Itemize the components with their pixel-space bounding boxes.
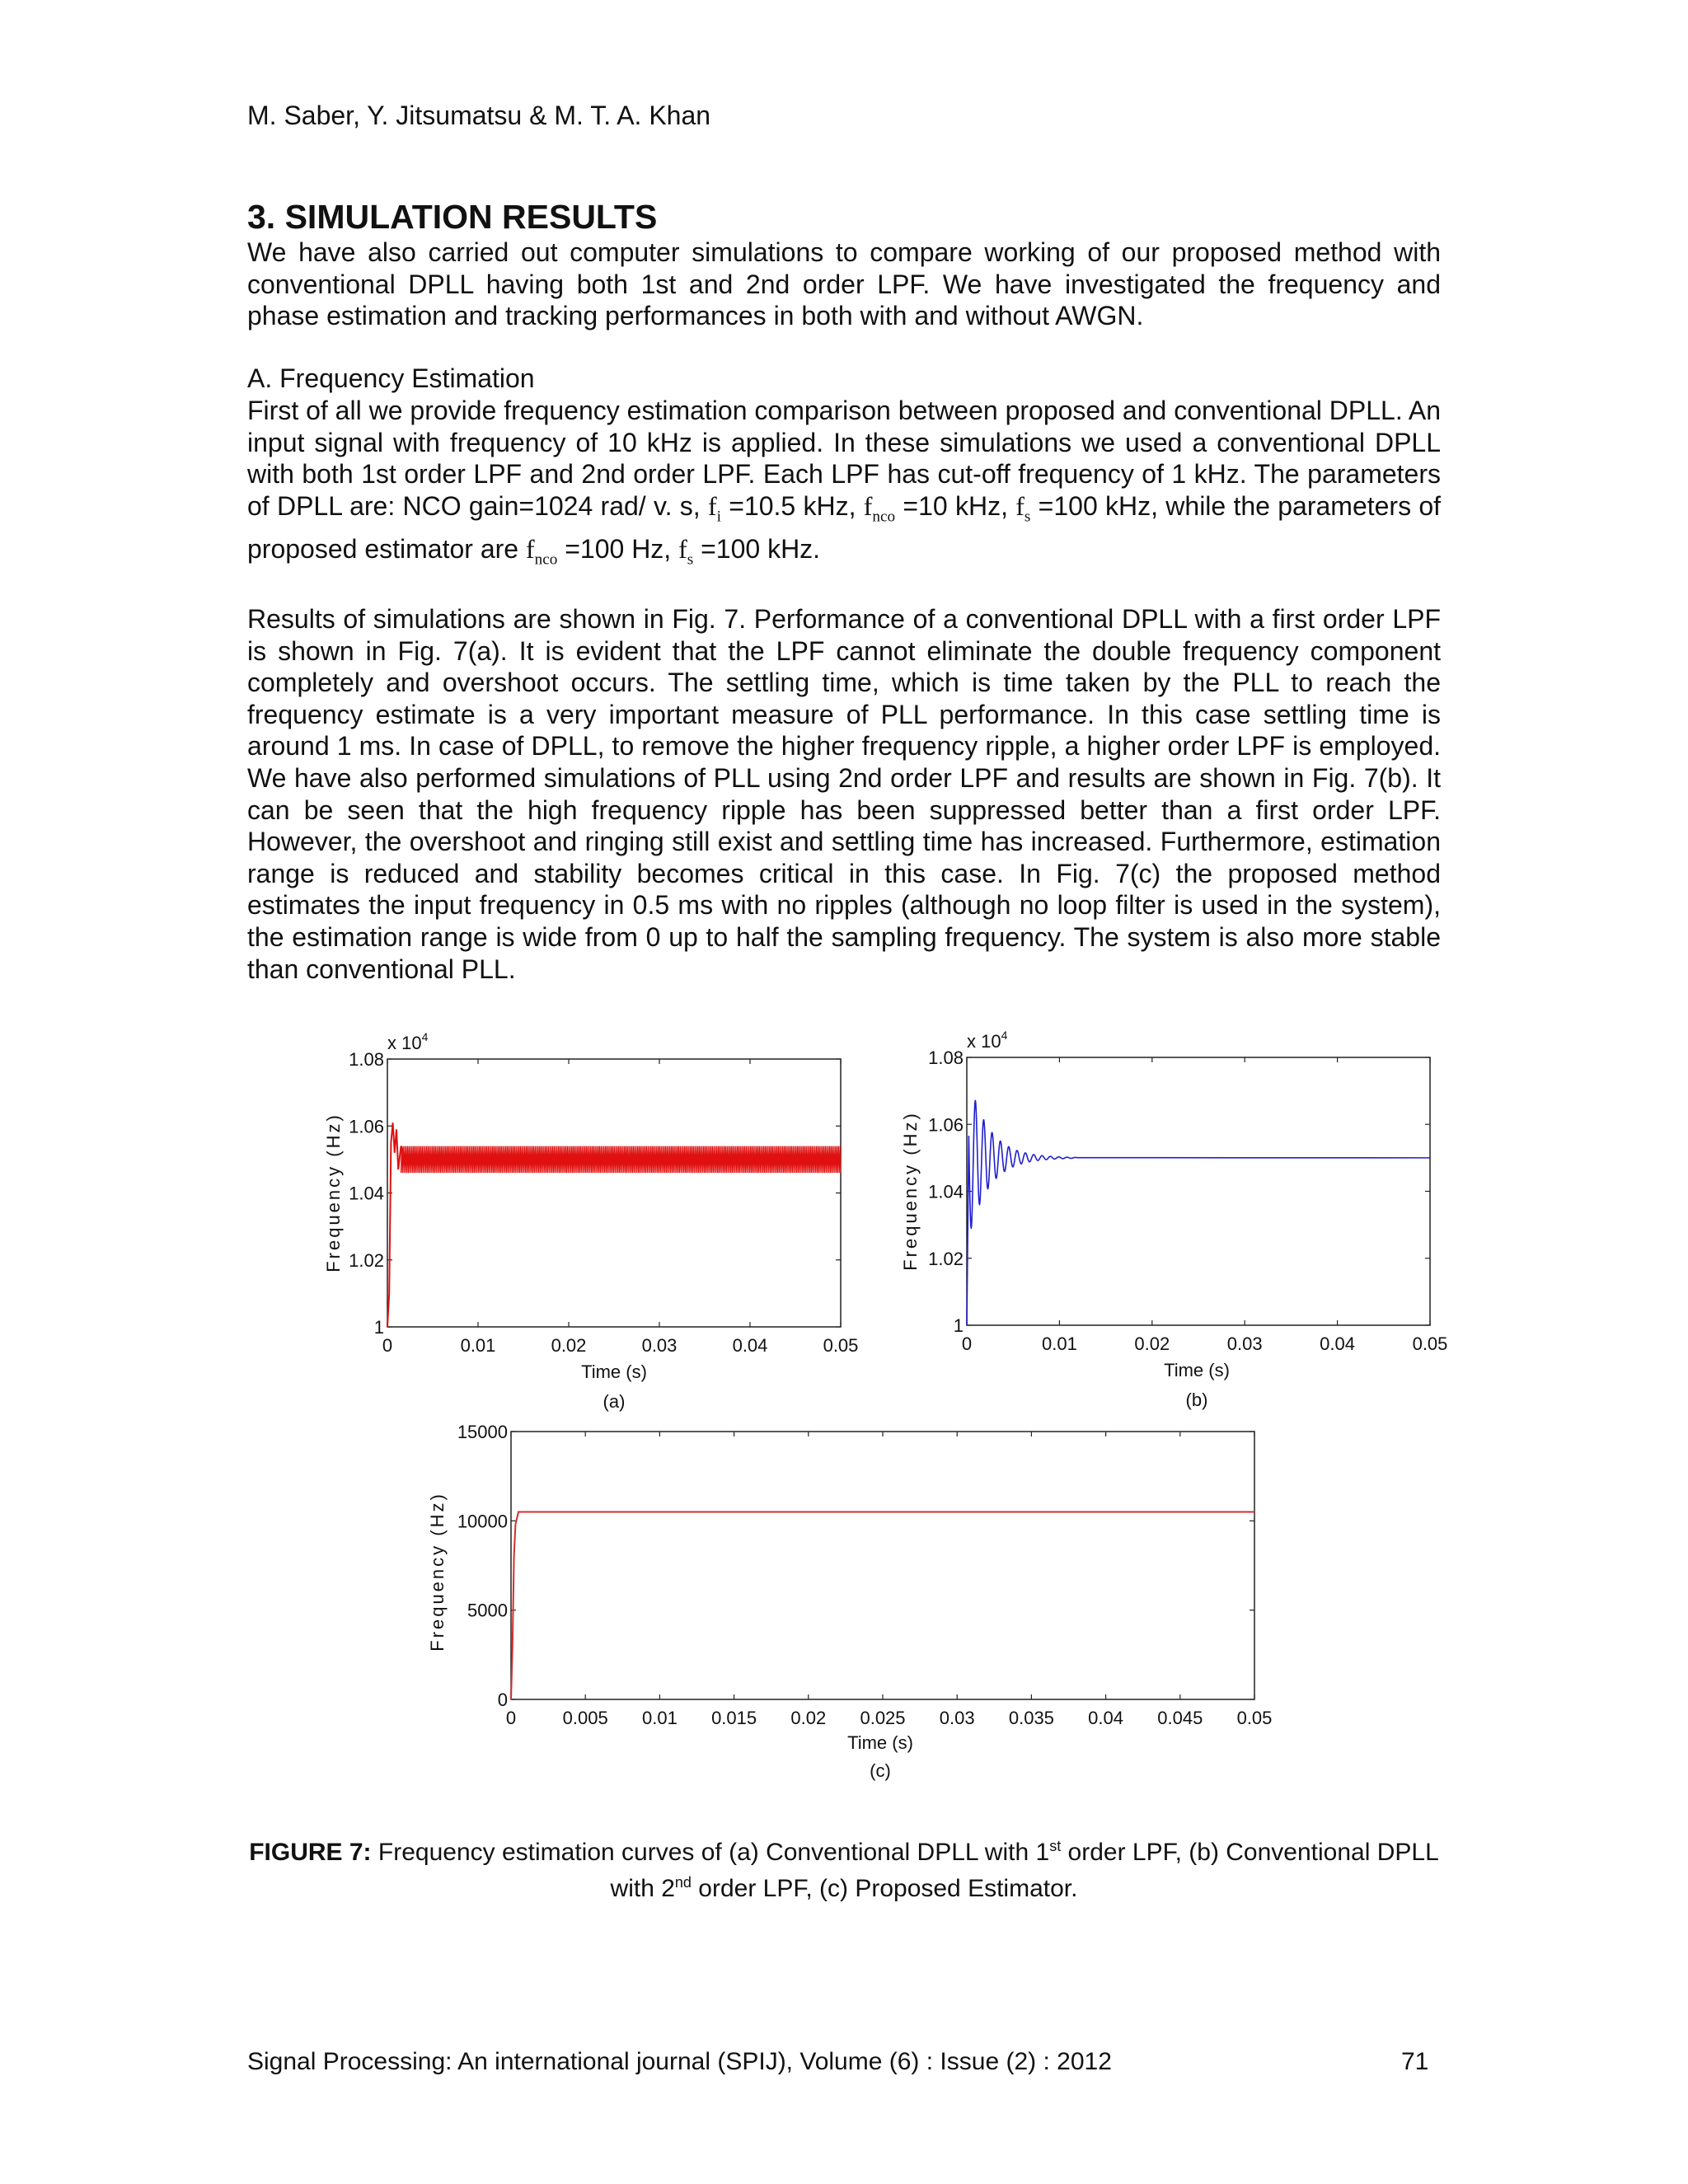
chart-c-xtick-label: 0.02 [790, 1708, 827, 1728]
chart-c [427, 1422, 1272, 1781]
subsection-heading: A. Frequency Estimation [247, 363, 535, 393]
chart-c-xtick-label: 0.05 [1236, 1708, 1273, 1728]
footer-journal: Signal Processing: An international journal (SPIJ), Volume (6) : Issue (2) : 2012 [247, 2048, 1112, 2075]
chart-b-xtick-label: 0.02 [1134, 1333, 1170, 1354]
chart-a-xtick-label: 0.04 [732, 1335, 768, 1356]
chart-a-ylabel: Frequency (Hz) [323, 1113, 344, 1272]
page-number: 71 [1401, 2048, 1429, 2075]
chart-c-ytick-label: 10000 [457, 1511, 508, 1532]
chart-a-xtick-label: 0.01 [460, 1335, 496, 1356]
chart-c-sublabel: (c) [870, 1760, 891, 1781]
chart-a-xlabel: Time (s) [581, 1361, 647, 1382]
chart-a-xtick-label: 0.02 [551, 1335, 587, 1356]
paragraph-frequency-estimation: First of all we provide frequency estimation comparison between proposed and conventional DPLL. An input signal with frequency of 10 kHz is applied. In these simulations we used a conventional DPLL with both 1st order LPF and 2nd order LPF. Each LPF has cut-off frequency of 1 kHz. The parameters of DPLL are: NCO gain=1024 rad/ v. s, $f_i =10.5$ kHz, $f_{nco} =10$ kHz, $f_s =100$ kHz, while the parameters of proposed estimator are $f_{nco} =100$ Hz, $f_s =100$ kHz. [247, 396, 1442, 569]
chart-a-frame [387, 1059, 841, 1327]
symbol-fi: $f_i$ [707, 490, 721, 526]
chart-b-ytick-label: 1.06 [928, 1114, 964, 1136]
chart-a-ytick-label: 1 [373, 1317, 384, 1338]
chart-a-xtick-label: 0.05 [823, 1335, 859, 1356]
chart-c-xtick-label: 0 [505, 1708, 517, 1728]
chart-a-ytick-label: 1.02 [349, 1249, 384, 1271]
symbol-fnco: $f_{nco}$ [863, 490, 896, 526]
chart-c-xlabel: Time (s) [847, 1732, 913, 1753]
chart-c-ytick-label: 15000 [457, 1422, 508, 1442]
chart-a-xtick-label: 0.03 [641, 1335, 678, 1356]
chart-b-multiplier: x $10^4$ [967, 1029, 1008, 1052]
chart-b-xtick-label: 0 [961, 1333, 973, 1354]
symbol-fnco: $f_{nco}$ [525, 533, 558, 569]
chart-b-xtick-label: 0.05 [1412, 1333, 1448, 1354]
chart-c-xtick-label: 0.015 [711, 1708, 757, 1728]
figure-caption: FIGURE 7: Frequency estimation curves of (a) Conventional DPLL with 1st order LPF, (b) Conventional DPLL with 2nd order LPF, (c) Proposed Estimator. [249, 1838, 1439, 1902]
chart-b-ylabel: Frequency (Hz) [900, 1111, 921, 1271]
chart-a-ytick-label: 1.06 [349, 1116, 384, 1137]
chart-b-xtick-label: 0.01 [1041, 1333, 1077, 1354]
running-header: M. Saber, Y. Jitsumatsu & M. T. A. Khan [247, 101, 711, 130]
section-title: 3. SIMULATION RESULTS [247, 198, 658, 236]
chart-b-ytick-label: 1.04 [928, 1181, 964, 1202]
paragraph-intro: We have also carried out computer simulations to compare working of our proposed method with conventional DPLL having both 1st and 2nd order LPF. We have investigated the frequency and phase estimation and tracking performances in both with and without AWGN. [247, 237, 1441, 331]
chart-c-xtick-label: 0.025 [860, 1708, 906, 1728]
symbol-fs: $f_s$ [1015, 490, 1031, 526]
chart-c-ytick-label: 0 [497, 1690, 508, 1710]
chart-b-xlabel: Time (s) [1164, 1360, 1230, 1380]
chart-c-xtick-label: 0.04 [1088, 1708, 1124, 1728]
chart-a-sublabel: (a) [603, 1391, 626, 1412]
chart-b-frame [967, 1057, 1430, 1325]
paragraph-results: Results of simulations are shown in Fig. 7. Performance of a conventional DPLL with a first order LPF is shown in Fig. 7(a). It is evident that the LPF cannot eliminate the double frequency component completely and overshoot occurs. The settling time, which is time taken by the PLL to reach the frequency estimate is a very important measure of PLL performance. In this case settling time is around 1 ms. In case of DPLL, to remove the higher frequency ripple, a higher order LPF is employed. We have also performed simulations of PLL using 2nd order LPF and results are shown in Fig. 7(b). It can be seen that the high frequency ripple has been suppressed better than a first order LPF. However, the overshoot and ringing still exist and settling time has increased. Furthermore, estimation range is reduced and stability becomes critical in this case. In Fig. 7(c) the proposed method estimates the input frequency in 0.5 ms with no ripples (although no loop filter is used in the system), the estimation range is wide from 0 up to half the sampling frequency. The system is also more stable than conventional PLL. [247, 604, 1441, 984]
chart-a-ytick-label: 1.08 [349, 1049, 384, 1070]
chart-c-ylabel: Frequency (Hz) [427, 1492, 448, 1652]
chart-a-xtick-label: 0 [382, 1335, 393, 1356]
chart-c-xtick-label: 0.045 [1157, 1708, 1203, 1728]
chart-b-xtick-label: 0.03 [1226, 1333, 1263, 1354]
symbol-fs: $f_s$ [678, 533, 694, 569]
chart-c-xtick-label: 0.03 [939, 1708, 975, 1728]
chart-b [900, 1029, 1447, 1410]
chart-a [323, 1030, 858, 1412]
chart-c-frame [511, 1432, 1254, 1699]
chart-b-ytick-label: 1 [953, 1315, 964, 1336]
chart-b-xtick-label: 0.04 [1320, 1333, 1356, 1354]
chart-b-sublabel: (b) [1185, 1390, 1208, 1410]
chart-b-ytick-label: 1.08 [928, 1047, 964, 1068]
chart-c-xtick-label: 0.005 [562, 1708, 608, 1728]
chart-c-xtick-label: 0.01 [641, 1708, 678, 1728]
chart-a-multiplier: x $10^4$ [387, 1030, 429, 1053]
chart-b-ytick-label: 1.02 [928, 1248, 964, 1269]
chart-a-ytick-label: 1.04 [349, 1183, 384, 1204]
chart-c-xtick-label: 0.035 [1008, 1708, 1054, 1728]
chart-c-ytick-label: 5000 [467, 1600, 508, 1621]
